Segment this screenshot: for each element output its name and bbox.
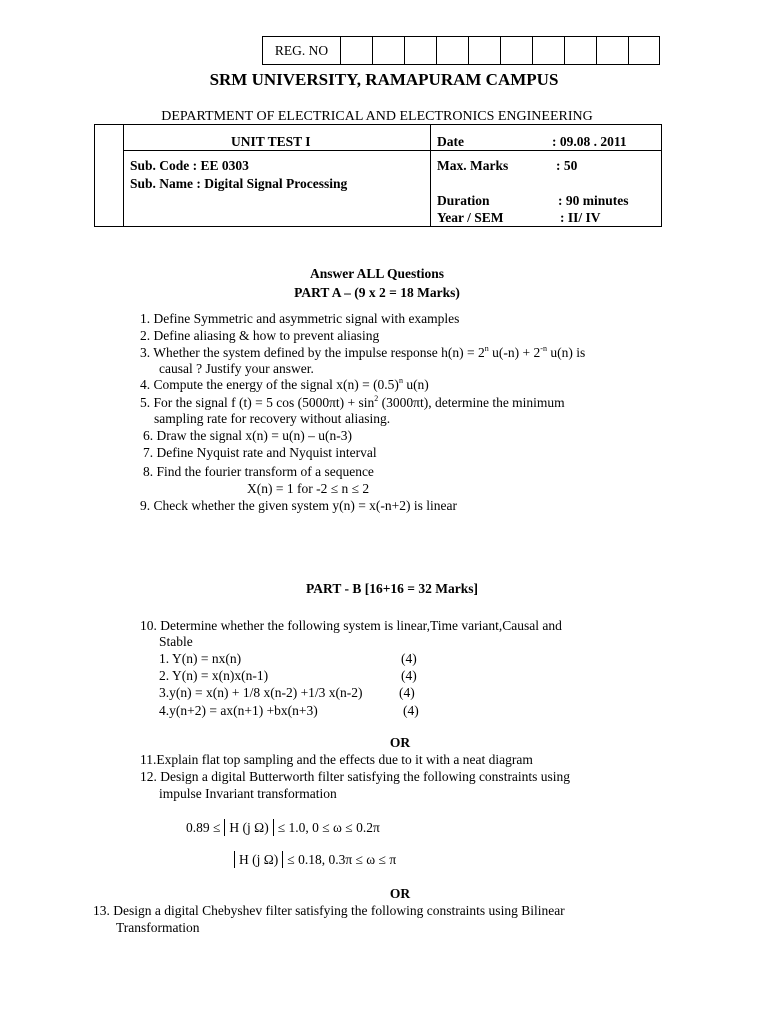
sub-code: Sub. Code : EE 0303	[130, 158, 249, 173]
or-divider: OR	[389, 886, 411, 901]
or-divider: OR	[389, 735, 411, 750]
sub-name: Sub. Name : Digital Signal Processing	[130, 176, 348, 191]
reg-no-cell	[565, 37, 597, 64]
date-value: : 09.08 . 2011	[552, 134, 627, 149]
max-marks-label: Max. Marks	[437, 158, 509, 173]
question-10-item-marks: (4)	[401, 651, 417, 666]
question-5: 5. For the signal f (t) = 5 $\cos (5000\pi t) + \sin^2 (3000\pi t)$, determine the minimum	[140, 394, 565, 410]
question-8-sequence: X(n) = 1 for -2 ≤ n ≤ 2	[247, 481, 370, 496]
question-11: 11.Explain flat top sampling and the effects due to it with a neat diagram	[140, 752, 533, 767]
date-label: Date	[437, 134, 464, 149]
duration-label: Duration	[437, 193, 490, 208]
max-marks-value: : 50	[556, 158, 578, 173]
question-3-cont: causal ? Justify your answer.	[159, 361, 314, 376]
reg-no-label: REG. NO	[263, 37, 341, 64]
reg-no-cell	[373, 37, 405, 64]
question-10-cont: Stable	[159, 634, 193, 649]
question-1: 1. Define Symmetric and asymmetric signal with examples	[140, 311, 460, 326]
question-4: 4. Compute the energy of the signal $x(n) = (0.5)^n$ u(n)	[140, 376, 429, 392]
reg-no-cell	[533, 37, 565, 64]
department-title: DEPARTMENT OF ELECTRICAL AND ELECTRONICS ENGINEERING	[161, 109, 593, 124]
constraint-2: H (j Ω) ≤ 0.18, 0.3π ≤ ω ≤ π	[230, 851, 396, 868]
question-3: 3. Whether the system defined by the impulse response $h(n) = 2^n$ $u(-n) + 2^{-n}$ u(n) is	[140, 344, 586, 360]
reg-no-box	[262, 36, 660, 65]
question-6: 6. Draw the signal x(n) = u(n) – u(n-3)	[143, 428, 352, 443]
reg-no-cell	[405, 37, 437, 64]
part-b-title: PART - B [16+16 = 32 Marks]	[306, 581, 478, 596]
question-2: 2. Define aliasing & how to prevent aliasing	[140, 328, 380, 343]
question-10-item: 4.y(n+2) = ax(n+1) +bx(n+3)	[159, 703, 318, 718]
question-9: 9. Check whether the given system y(n) = x(-n+2) is linear	[140, 498, 458, 513]
reg-no-cell	[341, 37, 373, 64]
constraint-1: 0.89 ≤ H (j Ω) ≤ 1.0, 0 ≤ ω ≤ 0.2π	[186, 820, 380, 835]
question-12-cont: impulse Invariant transformation	[159, 786, 337, 801]
reg-no-cell	[469, 37, 501, 64]
instructions: Answer ALL Questions	[309, 266, 445, 281]
university-title: SRM UNIVERSITY, RAMAPURAM CAMPUS	[209, 70, 559, 89]
reg-no-cell	[597, 37, 629, 64]
reg-no-cell	[629, 37, 659, 64]
question-10-item-marks: (4)	[403, 703, 419, 718]
question-12: 12. Design a digital Butterworth filter satisfying the following constraints using	[140, 769, 571, 784]
question-13: 13. Design a digital Chebyshev filter satisfying the following constraints using Bilinear	[93, 903, 565, 918]
part-a-title: PART A – (9 x 2 = 18 Marks)	[294, 285, 460, 300]
question-10-item-marks: (4)	[401, 668, 417, 683]
question-5-cont: sampling rate for recovery without aliasing.	[154, 411, 391, 426]
year-sem-label: Year / SEM	[437, 210, 504, 225]
question-13-cont: Transformation	[116, 920, 200, 935]
duration-value: : 90 minutes	[558, 193, 629, 208]
year-sem-value: : II/ IV	[560, 210, 601, 225]
reg-no-cell	[437, 37, 469, 64]
reg-no-cell	[501, 37, 533, 64]
question-10: 10. Determine whether the following system is linear,Time variant,Causal and	[140, 618, 562, 633]
question-10-item-marks: (4)	[399, 685, 415, 700]
test-name: UNIT TEST I	[231, 134, 311, 149]
question-10-item: 2. Y(n) = x(n)x(n-1)	[159, 668, 269, 683]
question-10-item: 1. Y(n) = nx(n)	[159, 651, 242, 666]
question-7: 7. Define Nyquist rate and Nyquist interval	[143, 445, 377, 460]
question-8: 8. Find the fourier transform of a sequence	[143, 464, 374, 479]
question-10-item: 3.y(n) = x(n) + 1/8 x(n-2) +1/3 x(n-2)	[159, 685, 363, 700]
